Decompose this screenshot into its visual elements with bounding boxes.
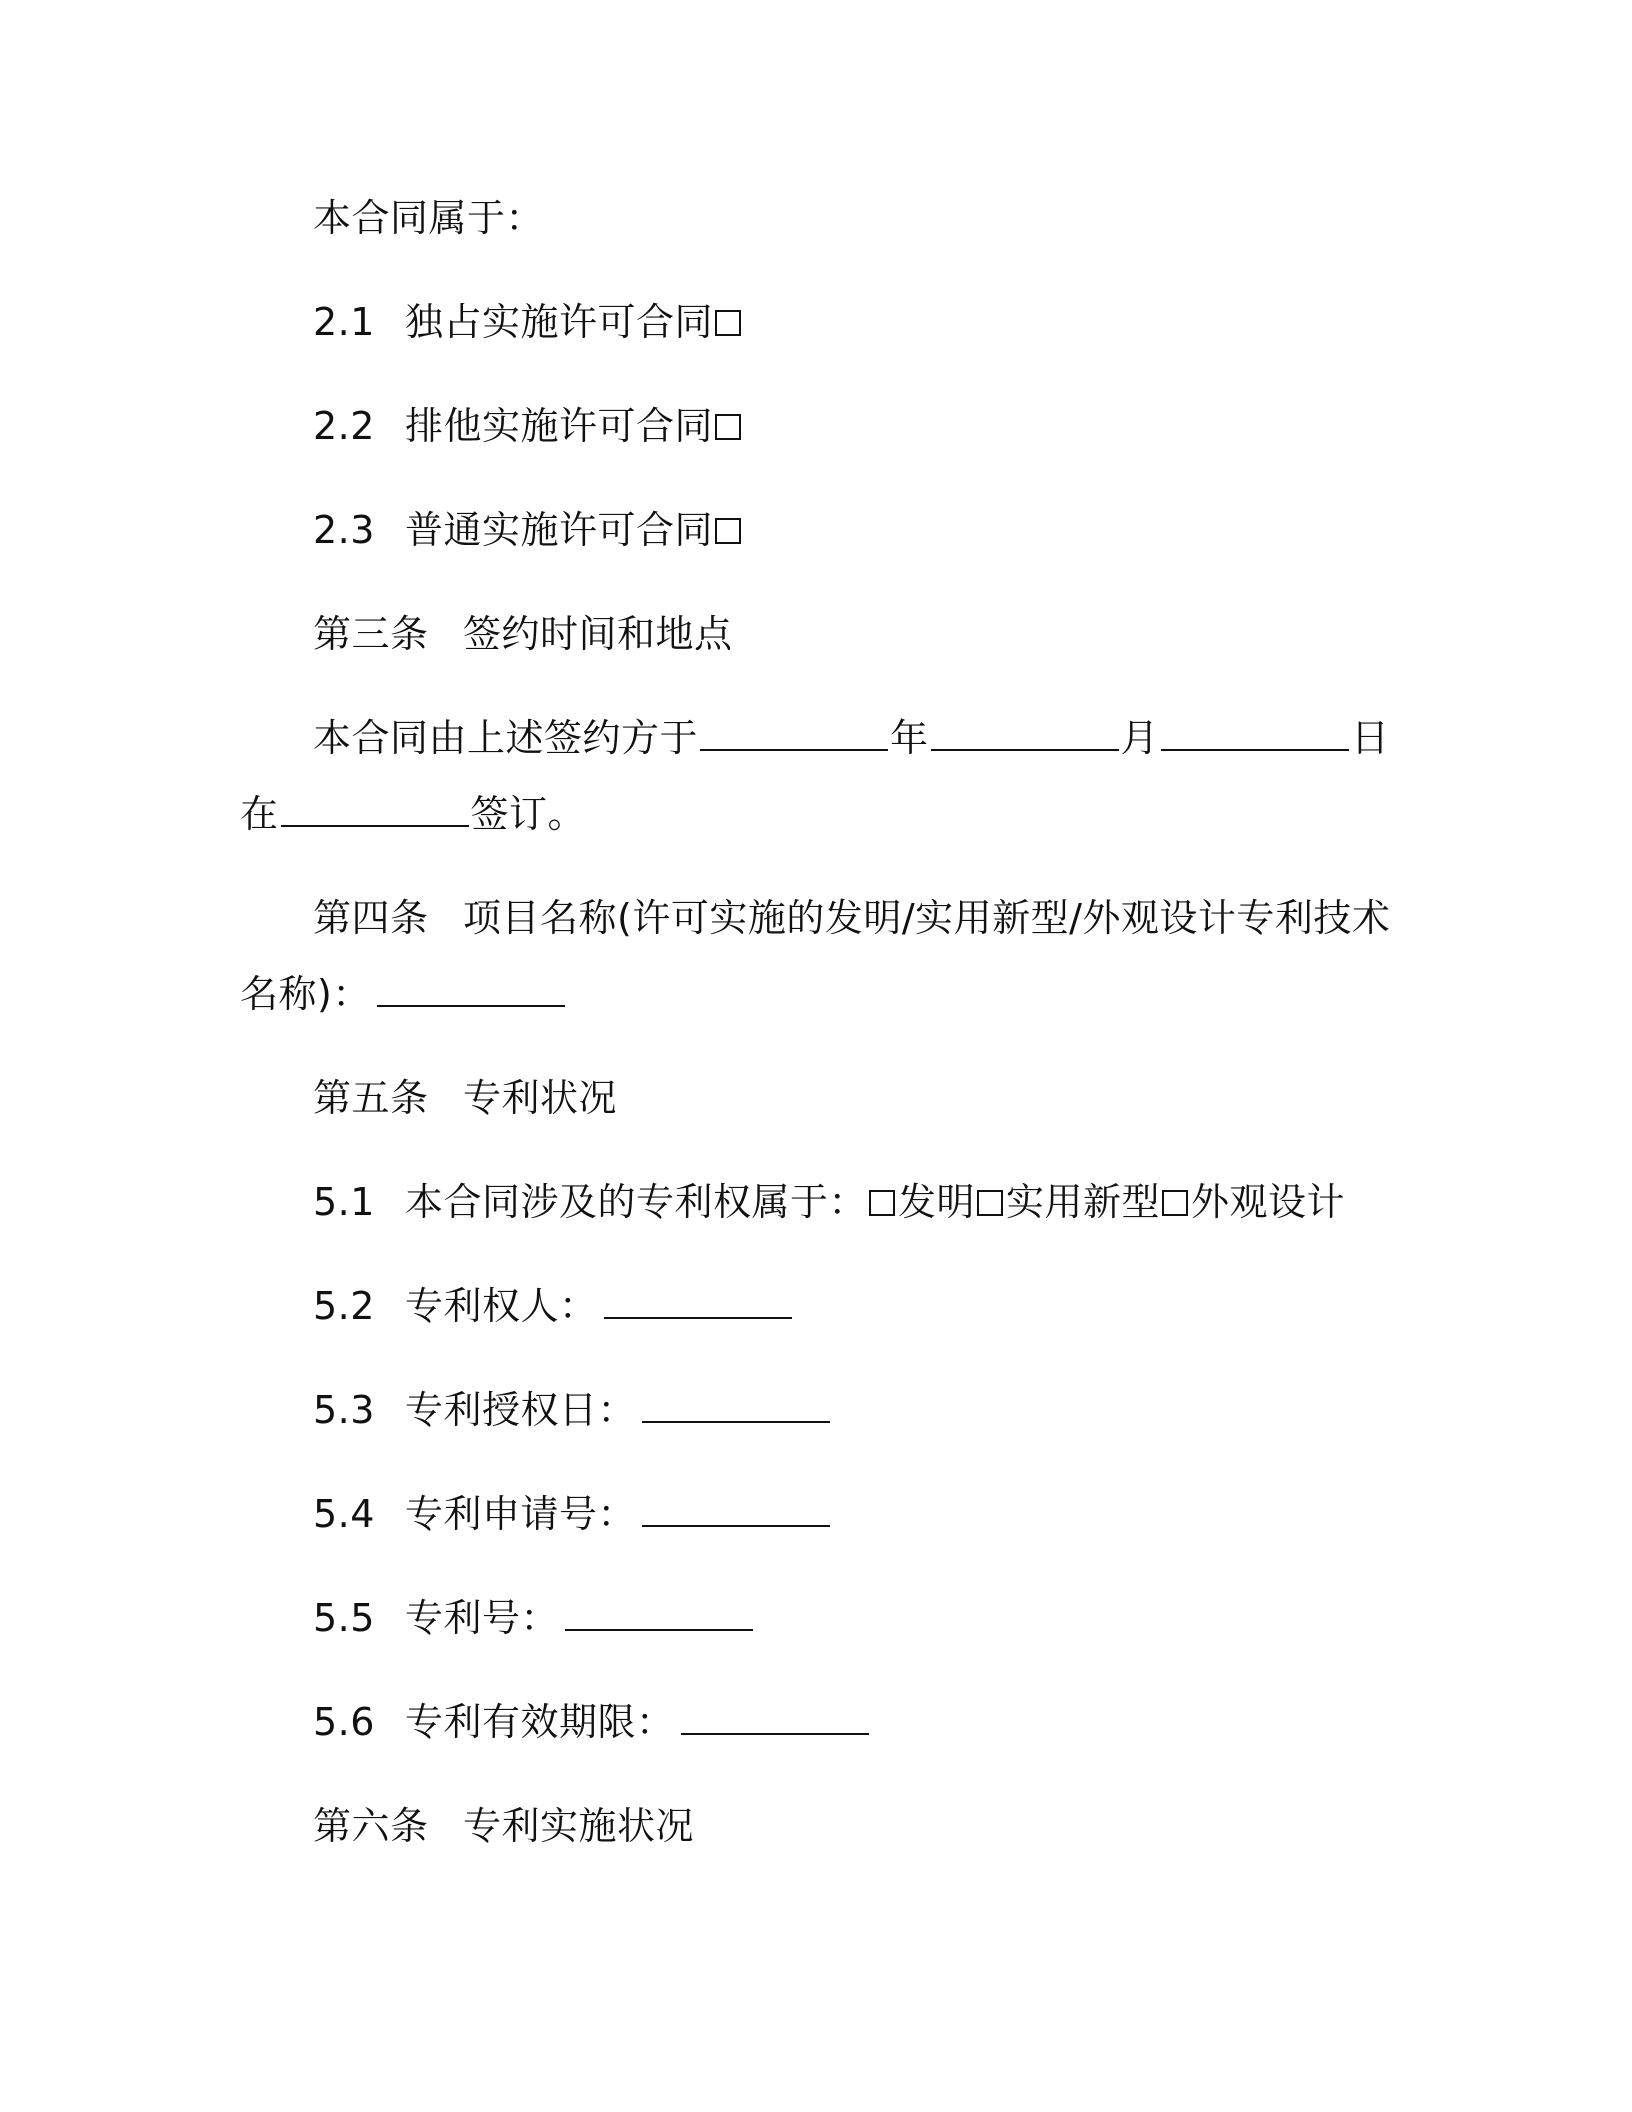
type-item (313, 298, 744, 346)
item-label: 独占实施许可合同 (405, 300, 714, 344)
item-label: 排他实施许可合同 (405, 404, 714, 448)
article-6-heading (313, 1802, 694, 1850)
article-number: 第四条 (313, 896, 429, 940)
item-number: 2.2 (313, 404, 375, 448)
option-label: 发明 (898, 1180, 976, 1224)
item-label: 专利号： (405, 1596, 560, 1640)
month-blank[interactable] (931, 719, 1119, 751)
item-5-1 (313, 1178, 1345, 1226)
article-title: 专利状况 (463, 1076, 618, 1120)
item-number: 5.1 (313, 1180, 375, 1224)
article-4-cont (240, 970, 567, 1018)
text-segment: 日 (1351, 716, 1390, 760)
text-segment: 本合同由上述签约方于 (313, 716, 699, 760)
patentee-blank[interactable] (604, 1287, 792, 1319)
item-5-3 (313, 1386, 832, 1434)
item-5-4 (313, 1490, 832, 1538)
checkbox[interactable] (977, 1190, 1003, 1216)
validity-period-blank[interactable] (681, 1703, 869, 1735)
article-title: 专利实施状况 (463, 1804, 695, 1848)
checkbox[interactable] (715, 518, 741, 544)
checkbox[interactable] (715, 414, 741, 440)
text-segment: 在 (240, 792, 279, 836)
grant-date-blank[interactable] (642, 1391, 830, 1423)
article-3-heading (313, 610, 733, 658)
option-label: 实用新型 (1006, 1180, 1161, 1224)
article-4-heading (313, 894, 1390, 942)
article-number: 第六条 (313, 1804, 429, 1848)
project-name-blank[interactable] (377, 975, 565, 1007)
item-5-6 (313, 1698, 871, 1746)
item-label: 普通实施许可合同 (405, 508, 714, 552)
item-label: 专利申请号： (405, 1492, 637, 1536)
intro-text: 本合同属于： (313, 196, 545, 240)
checkbox[interactable] (869, 1190, 895, 1216)
item-number: 2.3 (313, 508, 375, 552)
item-5-5 (313, 1594, 755, 1642)
article-number: 第五条 (313, 1076, 429, 1120)
article-3-text-line2 (240, 790, 586, 838)
checkbox[interactable] (715, 310, 741, 336)
item-label: 专利有效期限： (405, 1700, 675, 1744)
item-label: 本合同涉及的专利权属于： (405, 1180, 868, 1224)
item-number: 5.5 (313, 1596, 375, 1640)
checkbox[interactable] (1162, 1190, 1188, 1216)
item-number: 5.4 (313, 1492, 375, 1536)
place-blank[interactable] (281, 795, 469, 827)
year-blank[interactable] (700, 719, 888, 751)
text-segment: 签订。 (470, 792, 587, 836)
article-3-text-line1 (313, 714, 1390, 762)
item-number: 2.1 (313, 300, 375, 344)
text-segment: 名称)： (240, 972, 371, 1016)
article-5-heading (313, 1074, 617, 1122)
text-segment: 月 (1120, 716, 1160, 760)
item-number: 5.3 (313, 1388, 375, 1432)
article-title: 签约时间和地点 (463, 612, 733, 656)
day-blank[interactable] (1161, 719, 1349, 751)
article-number: 第三条 (313, 612, 429, 656)
text-segment: 年 (890, 716, 929, 760)
application-number-blank[interactable] (642, 1495, 830, 1527)
item-5-2 (313, 1282, 794, 1330)
item-label: 专利授权日： (405, 1388, 637, 1432)
item-label: 专利权人： (405, 1284, 598, 1328)
patent-number-blank[interactable] (565, 1599, 753, 1631)
type-item (313, 402, 744, 450)
option-label: 外观设计 (1191, 1180, 1346, 1224)
item-number: 5.2 (313, 1284, 375, 1328)
type-item (313, 506, 744, 554)
item-number: 5.6 (313, 1700, 375, 1744)
article-title: 项目名称(许可实施的发明/实用新型/外观设计专利技术 (463, 896, 1391, 940)
intro-line (313, 194, 544, 242)
